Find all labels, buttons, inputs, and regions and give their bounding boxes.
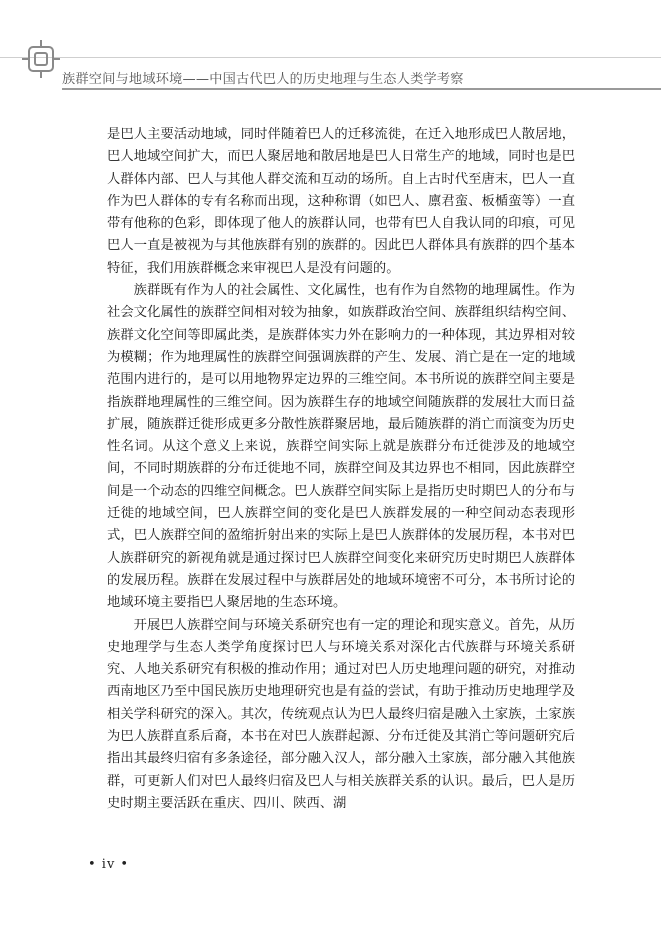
paragraph-2: 族群既有作为人的社会属性、文化属性，也有作为自然物的地理属性。作为社会文化属性的族群空间相对较为抽象，如族群政治空间、族群组织结构空间、族群文化空间等即属此类，是族群体实力外在影响力的一种体现，其边界相对较为模糊；作为地理属性的族群空间强调族群的产生、发展、消亡是在一定的地域范围内进行的，是可以用地物界定边界的三维空间。本书所说的族群空间主要是指族群地理属性的三维空间。因为族群生存的地域空间随族群的发展壮大而日益扩展，随族群迁徙形成更多分散性族群聚居地，最后随族群的消亡而演变为历史性名词。从这个意义上来说，族群空间实际上就是族群分布迁徙涉及的地域空间，不同时期族群的分布迁徙地不同，族群空间及其边界也不相同，因此族群空间是一个动态的四维空间概念。巴人族群空间实际上是指历史时期巴人的分布与迁徙的地域空间，巴人族群空间的变化是巴人族群发展的一种空间动态表现形式，巴人族群空间的盈缩折射出来的实际上是巴人族群体的发展历程，本书对巴人族群研究的新视角就是通过探讨巴人族群空间变化来研究历史时期巴人族群体的发展历程。族群在发展过程中与族群居处的地域环境密不可分，本书所讨论的地域环境主要指巴人聚居地的生态环境。 [107, 283, 575, 611]
header-top-rule [0, 57, 661, 58]
header-rule [62, 88, 661, 90]
running-header [0, 0, 661, 95]
paragraph-1: 是巴人主要活动地域，同时伴随着巴人的迁移流徙，在迁入地形成巴人散居地，巴人地域空间扩大，而巴人聚居地和散居地是巴人日常生产的地域，同时也是巴人群体内部、巴人与其他人群交流和互动的场所。自上古时代至唐末，巴人一直作为巴人群体的专有名称而出现，这种称谓（如巴人、廪君蛮、板楯蛮等）一直带有他称的色彩，即体现了他人的族群认同，也带有巴人自我认同的印痕，可见巴人一直是被视为与其他族群有别的族群的。因此巴人群体具有族群的四个基本特征，我们用族群概念来审视巴人是没有问题的。 [107, 127, 575, 276]
paragraph-3: 开展巴人族群空间与环境关系研究也有一定的理论和现实意义。首先，从历史地理学与生态人类学角度探讨巴人与环境关系对深化古代族群与环境关系研究、人地关系研究有积极的推动作用；通过对巴人历史地理问题的研究，对推动西南地区乃至中国民族历史地理研究也是有益的尝试，有助于推动历史地理学及相关学科研究的深入。其次，传统观点认为巴人最终归宿是融入土家族，土家族为巴人族群直系后裔，本书在对巴人族群起源、分布迁徙及其消亡等问题研究后指出其最终归宿有多条途径，部分融入汉人，部分融入土家族，部分融入其他族群，可更新人们对巴人最终归宿及巴人与相关族群关系的认识。最后，巴人是历史时期主要活跃在重庆、四川、陕西、湖 [107, 617, 575, 811]
book-title: 族群空间与地域环境——中国古代巴人的历史地理与生态人类学考察 [62, 72, 464, 87]
knot-ornament-icon [22, 40, 60, 78]
page-number: • iv • [88, 857, 130, 872]
body-text [107, 124, 575, 815]
